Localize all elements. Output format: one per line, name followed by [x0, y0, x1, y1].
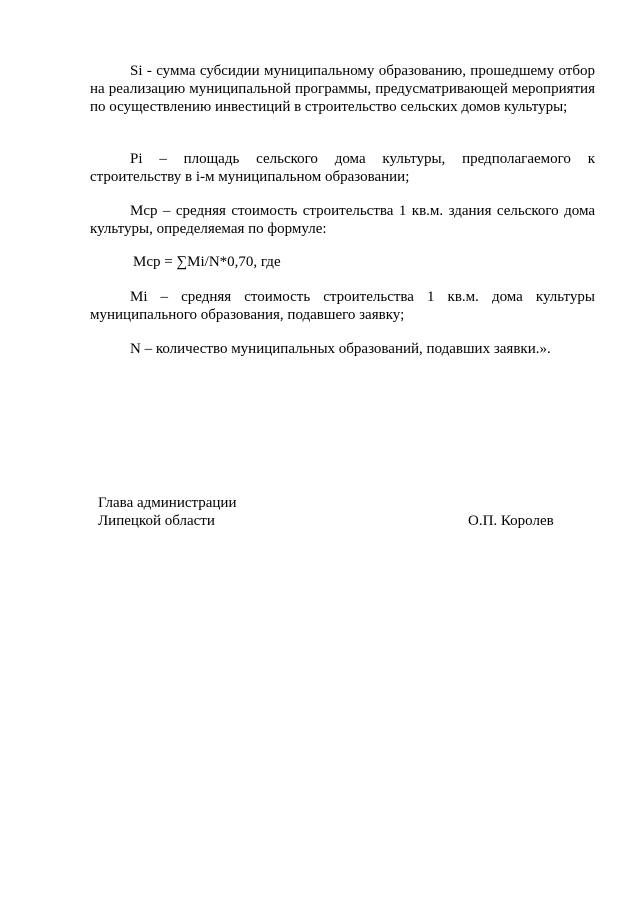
- paragraph-n-definition: N – количество муниципальных образований, подавших заявки.».: [130, 341, 551, 357]
- paragraph-pi-definition: Pi – площадь сельского дома культуры, предполагаемого к строительству в i-м муниципальном образовании;: [90, 151, 595, 185]
- paragraph-mcp-definition: Мср – средняя стоимость строительства 1 кв.м. здания сельского дома культуры, определяемая по формуле:: [90, 203, 595, 237]
- signature-position-line1: Глава администрации: [98, 495, 237, 511]
- paragraph-si-definition: Si - сумма субсидии муниципальному образованию, прошедшему отбор на реализацию муниципальной программы, предусматривающей мероприятия по осуществлению инвестиций в строительство сельских домов культуры;: [90, 63, 595, 115]
- signature-name: О.П. Королев: [468, 513, 554, 529]
- formula-mcp: Мср = ∑Mi/N*0,70, где: [133, 254, 281, 270]
- paragraph-mi-definition: Mi – средняя стоимость строительства 1 кв.м. дома культуры муниципального образования, подавшего заявку;: [90, 289, 595, 323]
- signature-position-line2: Липецкой области: [98, 513, 215, 529]
